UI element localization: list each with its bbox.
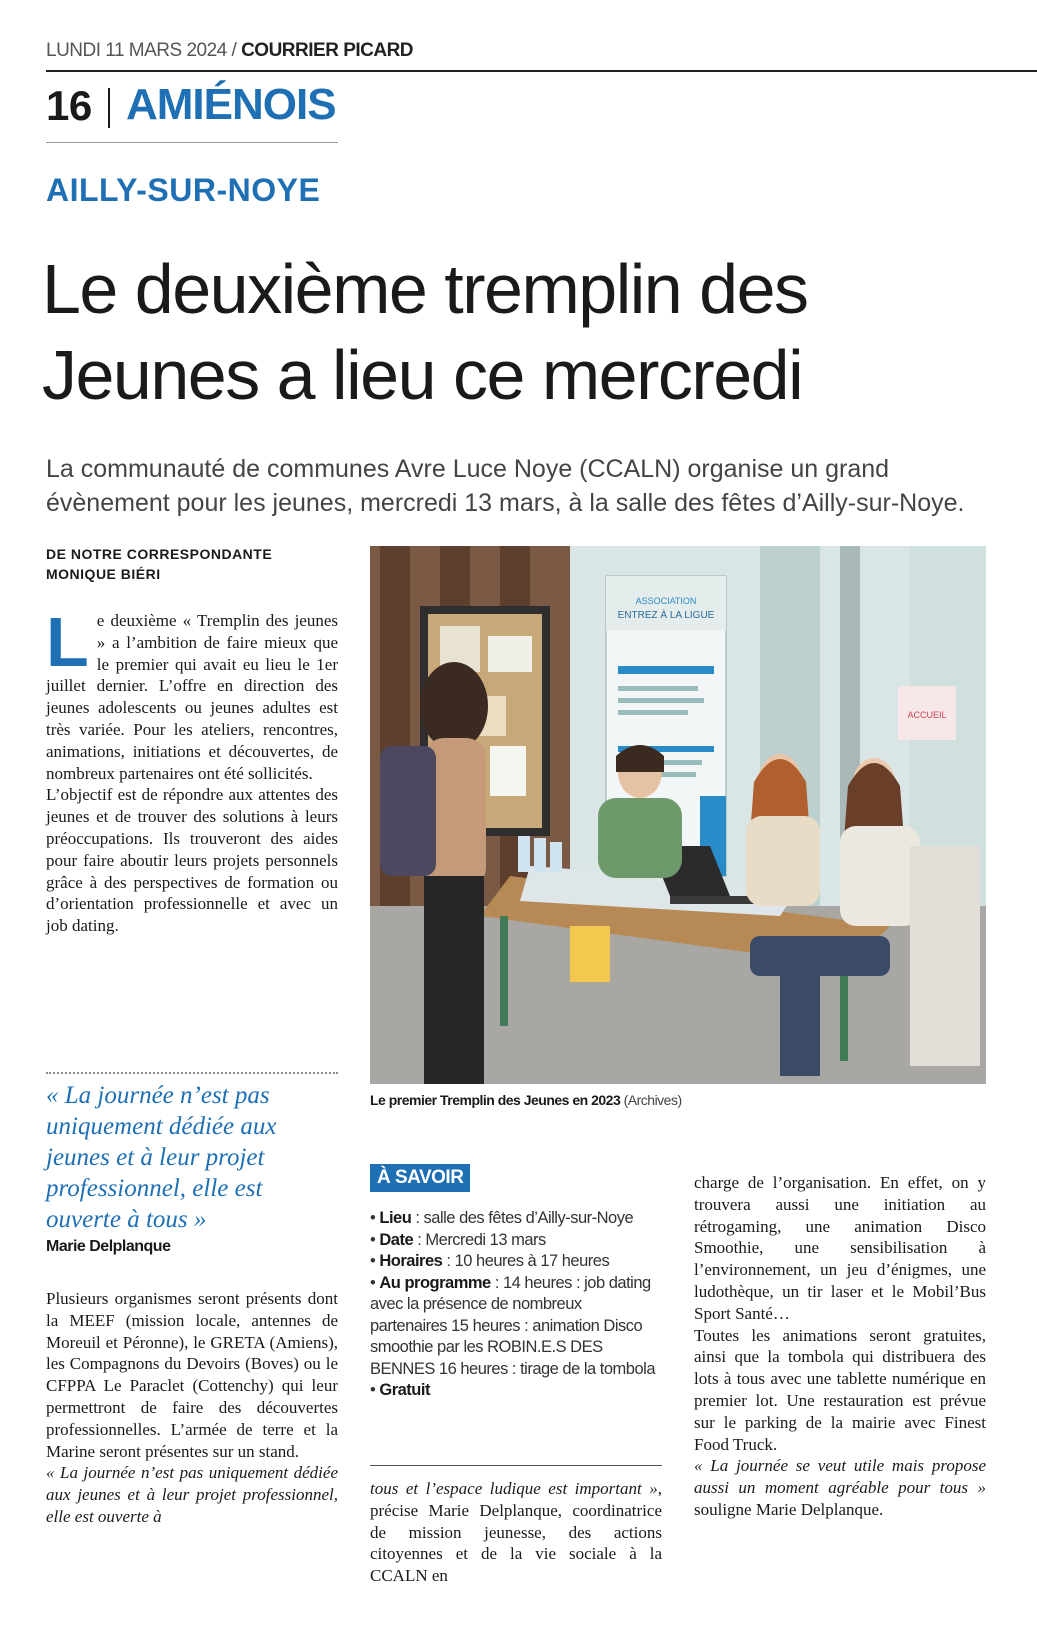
savoir-label: Au programme [379,1273,491,1292]
caption-credit: (Archives) [623,1092,682,1108]
date-text: LUNDI 11 MARS 2024 [46,40,227,61]
savoir-label: Date [379,1230,414,1249]
paragraph-4: « La journée n’est pas uniquement dédiée aux jeunes et à leur projet professionnel, elle est ouverte à [46,1463,338,1526]
photo-illustration [370,546,986,1084]
article-body-column-2 [370,1478,662,1587]
savoir-text: : salle des fêtes d’Ailly-sur-Noye [411,1209,634,1227]
savoir-item-date: • Date : Mercredi 13 mars [370,1230,546,1249]
pull-quote-author: Marie Delplanque [46,1238,171,1255]
section-title: AMIÉNOIS [126,80,336,129]
savoir-text: : 10 heures à 17 heures [442,1252,610,1270]
savoir-label: Gratuit [379,1381,430,1399]
paragraph-3: Plusieurs organismes seront présents dont la MEEF (mission locale, antennes de Moreuil et Péronne), le GRETA (Amiens), les Compagnons du Devoirs (Boves) ou le CFPPA Le Paraclet (Cottenchy) qui leur permettront de faire des découvertes professionnelles. L’armée de terre et la Marine seront présentes sur un stand. [46,1289,338,1461]
savoir-label: Horaires [379,1252,443,1270]
col3-quote: « La journée se veut utile mais propose aussi un moment agréable pour tous » [694,1456,986,1498]
dateline-separator: / [231,40,237,61]
col3-end: souligne Marie Delplanque. [694,1499,884,1519]
article-photo [370,546,986,1084]
caption-text: Le premier Tremplin des Jeunes en 2023 [370,1092,621,1108]
window-sign-text: ACCUEIL [907,710,947,720]
section-rule [46,142,338,143]
quote-rule [46,1072,338,1074]
article-kicker: AILLY-SUR-NOYE [46,172,321,208]
banner-text-2: ENTREZ À LA LIGUE [617,610,715,621]
article-body-column-1 [46,603,338,937]
savoir-item-programme: • Au programme : 14 heures : job dating avec la présence de nombreux partenaires 15 heures : animation Disco smoothie par les ROBIN.E.S DES BENNES 16 heures : tirage de la tombola [370,1273,656,1378]
paper-name: COURRIER PICARD [241,40,414,61]
savoir-label: Lieu [379,1209,412,1227]
savoir-text: : 14 heures : job dating avec la présence de nombreux partenaires 15 heures : animation Disco smoothie par les ROBIN.E.S DES BENNES 16 heures : tirage de la tombola [370,1273,656,1378]
col2-text: , précise Marie Delplanque, coordinatrice de mission jeunesse, des actions citoyennes et de la vie sociale à la CCALN en [370,1479,662,1586]
masthead-rule [46,70,1037,72]
banner-text-1: ASSOCIATION [635,596,697,606]
paragraph-1: e deuxième « Tremplin des jeunes » a l’ambition de faire mieux que le premier qui avait eu lieu le 1er juillet dernier. L’offre en direction des jeunes adolescents ou jeunes adultes est très variée. Pour les ateliers, rencontres, animations, initiations et découvertes, de nombreux partenaires ont été sollicités. [46,611,338,783]
dateline [46,40,413,62]
paragraph-2: L’objectif est de répondre aux attentes des jeunes et de trouver des solutions à leurs préoccupations. Ils trouveront des aides pour faire aboutir leurs projets personnels grâce à des perspectives de formation ou d’orientation professionnelle et avec un job dating. [46,785,338,936]
byline-author: MONIQUE BIÉRI [46,566,161,582]
savoir-item-gratuit: • Gratuit [370,1381,430,1399]
article-standfirst: La communauté de communes Avre Luce Noye (CCALN) organise un grand évènement pour les jeunes, mercredi 13 mars, à la salle des fêtes d’Ailly-sur-Noye. [46,455,965,517]
pull-quote: « La journée n’est pas uniquement dédiée aux jeunes et à leur projet professionnel, elle est ouverte à tous » [46,1082,277,1233]
col3-paragraph-2: Toutes les animations seront gratuites, ainsi que la tombola qui distribuera des lots à tous avec une tablette numérique en premier lot. Une restauration est prévue sur le parking de la mairie avec Finest Food Truck. [694,1325,986,1454]
byline-role: DE NOTRE CORRESPONDANTE [46,546,273,562]
savoir-item-lieu: • Lieu : salle des fêtes d’Ailly-sur-Noye [370,1209,634,1227]
savoir-rule [370,1465,662,1466]
savoir-item-horaires: • Horaires : 10 heures à 17 heures [370,1252,610,1270]
page-number: 16 [46,82,92,129]
savoir-title: À SAVOIR [370,1164,470,1192]
col3-paragraph-1: charge de l’organisation. En effet, on y trouvera aussi une initiation au rétrogaming, une animation Disco Smoothie, une sensibilisation à l’environnement, un jeu d’énigmes, une ludothèque, un tir laser et le Mobil’Bus Sport Santé… [694,1173,986,1323]
headline-line-1: Le deuxième tremplin des [42,250,808,328]
drop-cap: L [46,603,89,681]
article-body-column-3 [694,1172,986,1521]
photo-caption [370,1092,682,1108]
savoir-text: : Mercredi 13 mars [413,1230,546,1249]
col2-quote: tous et l’espace ludique est important » [370,1479,658,1498]
article-body-column-1-lower [46,1288,338,1528]
article-headline [42,246,1002,418]
savoir-list [370,1208,660,1402]
col3-paragraph-3 [694,1455,986,1520]
page-divider [108,88,110,128]
headline-line-2: Jeunes a lieu ce mercredi [42,336,803,414]
